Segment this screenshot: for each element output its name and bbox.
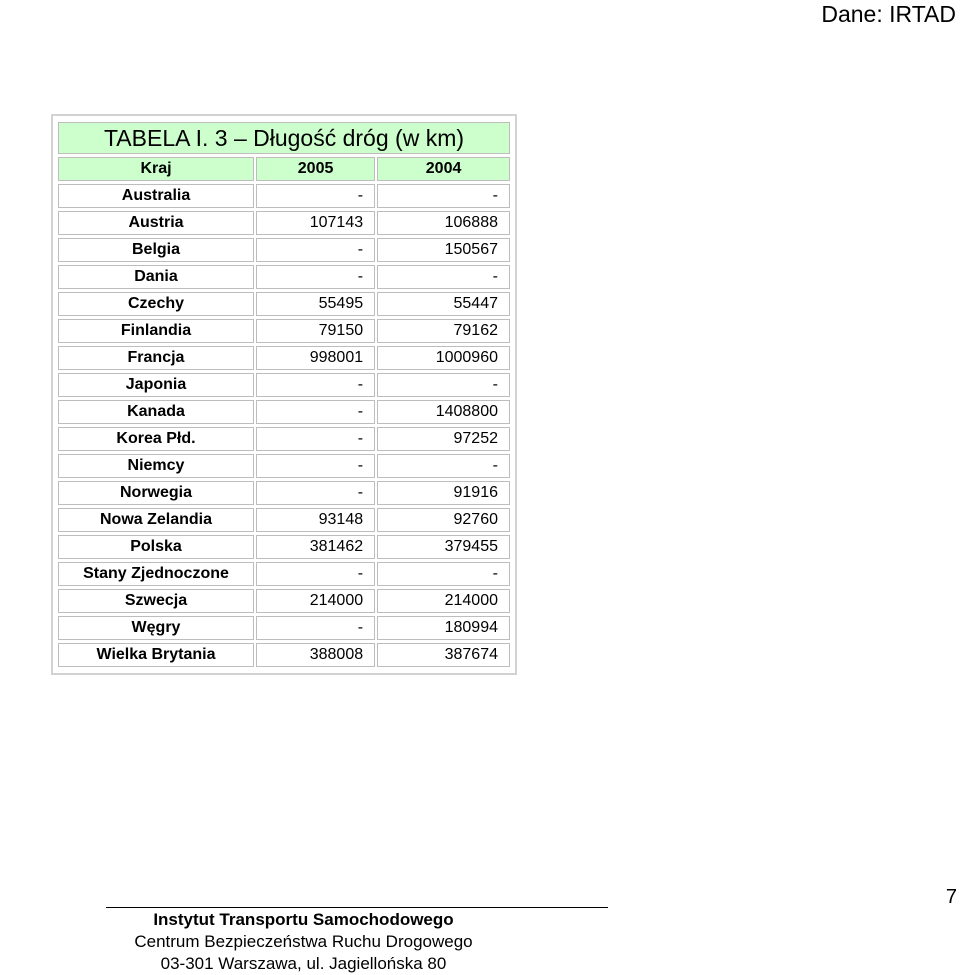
page-number: 7: [945, 886, 957, 908]
cell-2004: -: [377, 265, 510, 289]
cell-2005: -: [256, 454, 375, 478]
table-row: [58, 346, 510, 370]
table-row: [58, 562, 510, 586]
cell-country: Szwecja: [58, 589, 254, 613]
cell-country: Norwegia: [58, 481, 254, 505]
cell-2005: -: [256, 184, 375, 208]
table-row: [58, 508, 510, 532]
footer-divider: [106, 907, 608, 908]
cell-country: Korea Płd.: [58, 427, 254, 451]
cell-country: Kanada: [58, 400, 254, 424]
cell-country: Belgia: [58, 238, 254, 262]
cell-country: Niemcy: [58, 454, 254, 478]
table-row: [58, 292, 510, 316]
table-row: [58, 643, 510, 667]
table-row: [58, 535, 510, 559]
cell-2005: 214000: [256, 589, 375, 613]
cell-2004: -: [377, 562, 510, 586]
cell-2005: -: [256, 265, 375, 289]
table-row: [58, 373, 510, 397]
cell-2005: 79150: [256, 319, 375, 343]
cell-2004: 150567: [377, 238, 510, 262]
table-row: [58, 400, 510, 424]
table-body: [58, 122, 510, 667]
cell-country: Finlandia: [58, 319, 254, 343]
cell-2004: 214000: [377, 589, 510, 613]
cell-2004: 91916: [377, 481, 510, 505]
cell-2005: -: [256, 616, 375, 640]
cell-country: Czechy: [58, 292, 254, 316]
cell-2005: 388008: [256, 643, 375, 667]
table-title-row: [58, 122, 510, 154]
table-row: [58, 616, 510, 640]
cell-2005: -: [256, 562, 375, 586]
footer-address: 03-301 Warszawa, ul. Jagiellońska 80: [160, 954, 447, 973]
table-row: [58, 454, 510, 478]
cell-country: Węgry: [58, 616, 254, 640]
cell-country: Austria: [58, 211, 254, 235]
footer-center: Centrum Bezpieczeństwa Ruchu Drogowego: [134, 932, 473, 951]
table-header-row: [58, 157, 510, 181]
table-row: [58, 184, 510, 208]
cell-2005: 107143: [256, 211, 375, 235]
cell-country: Australia: [58, 184, 254, 208]
data-table: [56, 119, 512, 670]
table-title: TABELA I. 3 – Długość dróg (w km): [58, 122, 510, 154]
cell-2004: 379455: [377, 535, 510, 559]
cell-2004: 387674: [377, 643, 510, 667]
column-header-2004: 2004: [377, 157, 510, 181]
cell-2005: 55495: [256, 292, 375, 316]
cell-2005: -: [256, 481, 375, 505]
cell-2005: 93148: [256, 508, 375, 532]
cell-2004: -: [377, 184, 510, 208]
cell-2005: 998001: [256, 346, 375, 370]
cell-2004: -: [377, 454, 510, 478]
cell-2004: 1000960: [377, 346, 510, 370]
table-row: [58, 427, 510, 451]
table-row: [58, 319, 510, 343]
cell-country: Nowa Zelandia: [58, 508, 254, 532]
cell-2005: 381462: [256, 535, 375, 559]
cell-country: Francja: [58, 346, 254, 370]
cell-2005: -: [256, 400, 375, 424]
cell-country: Stany Zjednoczone: [58, 562, 254, 586]
source-label: Dane: IRTAD: [821, 1, 956, 27]
column-header-2005: 2005: [256, 157, 375, 181]
cell-2004: 55447: [377, 292, 510, 316]
cell-2005: -: [256, 238, 375, 262]
table-row: [58, 589, 510, 613]
cell-2004: 92760: [377, 508, 510, 532]
column-header-country: Kraj: [58, 157, 254, 181]
cell-2004: 97252: [377, 427, 510, 451]
cell-2004: 180994: [377, 616, 510, 640]
cell-2004: 79162: [377, 319, 510, 343]
cell-country: Dania: [58, 265, 254, 289]
cell-country: Japonia: [58, 373, 254, 397]
footer-institute: Instytut Transportu Samochodowego: [153, 910, 454, 929]
table-row: [58, 211, 510, 235]
table-row: [58, 238, 510, 262]
road-length-table: [51, 114, 517, 675]
cell-2005: -: [256, 427, 375, 451]
table-row: [58, 481, 510, 505]
cell-country: Polska: [58, 535, 254, 559]
cell-2004: -: [377, 373, 510, 397]
cell-country: Wielka Brytania: [58, 643, 254, 667]
cell-2004: 106888: [377, 211, 510, 235]
cell-2004: 1408800: [377, 400, 510, 424]
cell-2005: -: [256, 373, 375, 397]
table-row: [58, 265, 510, 289]
